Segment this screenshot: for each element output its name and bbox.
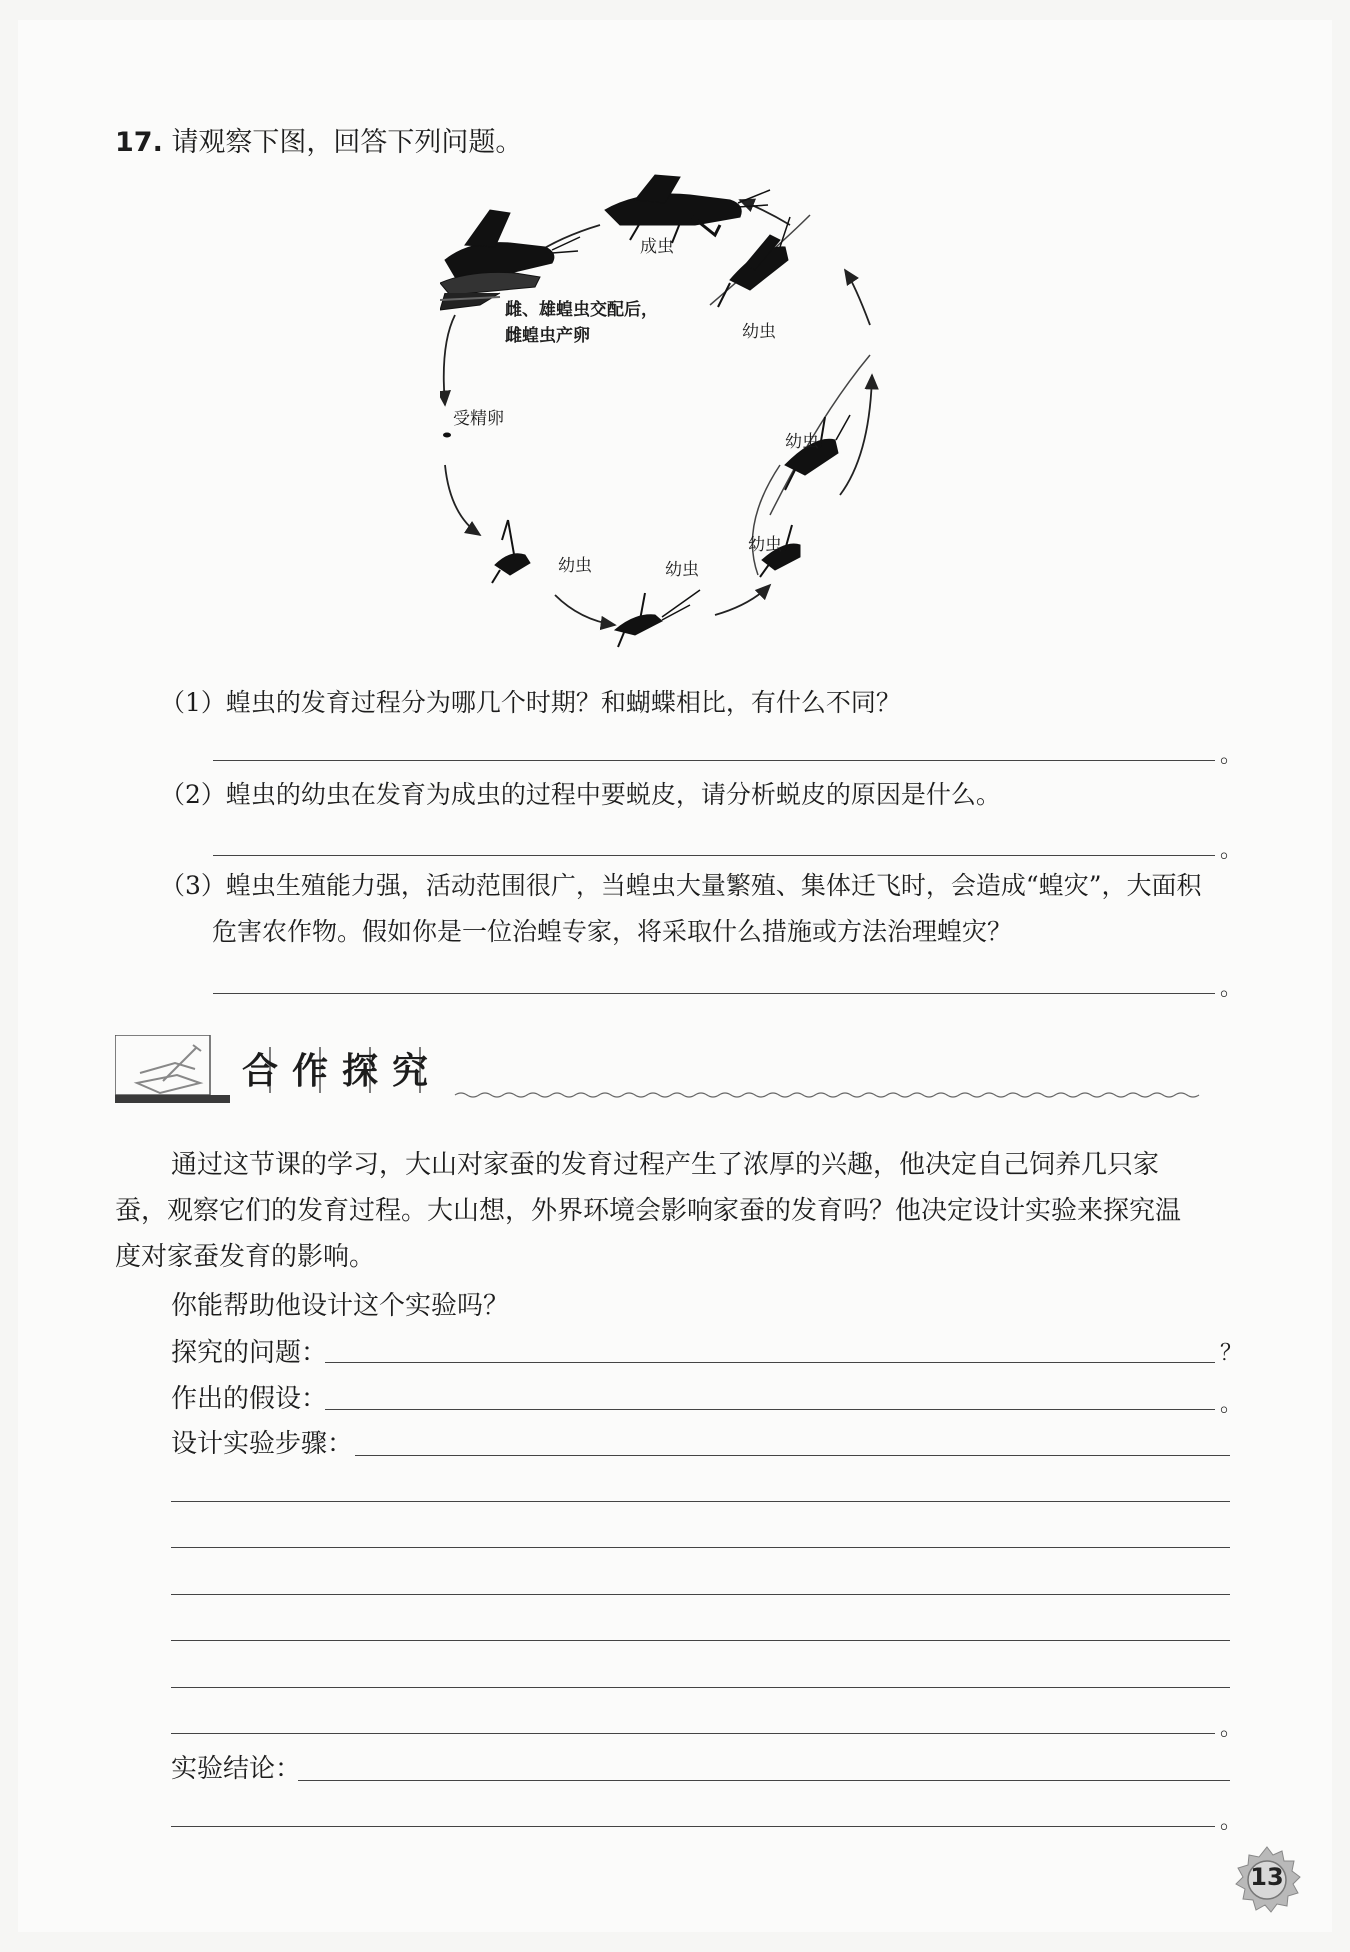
label-adult: 成虫 [640,237,674,257]
adult-grasshopper-icon [605,175,770,243]
inquiry-para-line-2: 蚕，观察它们的发育过程。大山想，外界环境会影响家蚕的发育吗？他决定设计实验来探究温 [115,1196,1182,1226]
question-end: ？ [1220,1341,1243,1366]
question-label: 探究的问题： [171,1338,328,1368]
steps-answer-line-2[interactable] [171,1501,1230,1502]
inquiry-paragraph [115,1142,1233,1280]
label-egg: 受精卵 [453,409,504,429]
sub-question-2: （2）蝗虫的幼虫在发育为成虫的过程中要蜕皮，请分析蜕皮的原因是什么。 [160,780,1001,809]
section-header-cooperative-inquiry [115,1035,1230,1103]
answer-3-end: 。 [1220,976,1243,1001]
arrow-nymph3-to-nymph4 [840,375,872,495]
section-title-char-3: 探 [341,1051,378,1092]
label-nymph-2: 幼虫 [665,560,699,580]
label-mating-1: 雌、雄蝗虫交配后， [505,300,658,320]
mating-grasshoppers-icon [440,210,580,310]
sub-question-1: （1）蝗虫的发育过程分为哪几个时期？和蝴蝶相比，有什么不同？ [160,688,901,717]
steps-answer-line-1[interactable] [355,1455,1230,1456]
arrow-nymph2-to-nymph3 [715,585,770,615]
page-number-badge [1232,1845,1302,1915]
steps-answer-line-6[interactable] [171,1687,1230,1688]
conclusion-answer-line-2[interactable] [171,1826,1215,1827]
grasshopper-life-cycle-diagram [440,165,960,655]
answer-2-end: 。 [1220,838,1243,863]
steps-answer-line-5[interactable] [171,1640,1230,1641]
answer-1-end: 。 [1220,743,1243,768]
arrow-nymph4-to-nymph5 [845,270,870,325]
nymph-1-icon [492,520,530,583]
question-answer-line[interactable] [325,1362,1215,1363]
inquiry-para-line-3: 度对家蚕发育的影响。 [115,1242,376,1272]
answer-line-2[interactable] [213,855,1215,856]
arrow-nymph5-to-adult [740,200,790,225]
label-nymph-3: 幼虫 [748,535,782,555]
nymph-5-icon [710,215,810,307]
sub-question-3-line-1: （3）蝗虫生殖能力强，活动范围很广，当蝗虫大量繁殖、集体迁飞时，会造成“蝗灾”，大面积 [160,871,1202,900]
steps-label: 设计实验步骤： [171,1429,354,1459]
answer-line-3[interactable] [213,993,1215,994]
arrow-egg-to-nymph1 [445,465,480,535]
wavy-divider [455,1093,1199,1097]
label-mating-2: 雌蝗虫产卵 [505,326,590,346]
section-title-char-1: 合 [241,1051,278,1092]
section-title-char-2: 作 [291,1051,328,1092]
sub-question-3 [160,863,1240,955]
sub-question-3-line-2: 危害农作物。假如你是一位治蝗专家，将采取什么措施或方法治理蝗灾？ [212,917,1013,946]
section-title-char-4: 究 [391,1051,428,1092]
steps-answer-line-3[interactable] [171,1547,1230,1548]
answer-line-1[interactable] [213,760,1215,761]
label-nymph-4: 幼虫 [785,432,819,452]
page-number: 13 [1250,1863,1284,1891]
arrow-nymph1-to-nymph2 [555,595,615,625]
hypothesis-label: 作出的假设： [171,1384,328,1414]
question-number: 17. [115,127,163,158]
conclusion-answer-line-1[interactable] [298,1780,1230,1781]
nymph-3-icon [752,465,800,577]
hypothesis-answer-line[interactable] [325,1409,1215,1410]
inquiry-para-line-1: 通过这节课的学习，大山对家蚕的发育过程产生了浓厚的兴趣，他决定自己饲养几只家 [171,1150,1160,1180]
conclusion-end: 。 [1220,1809,1243,1834]
steps-answer-line-7[interactable] [171,1733,1215,1734]
arrow-mating-to-egg [444,315,455,405]
section-title [235,1043,435,1094]
steps-end: 。 [1220,1716,1243,1741]
inquiry-ask: 你能帮助他设计这个实验吗？ [171,1291,510,1321]
question-title [115,120,522,159]
book-pen-icon [137,1045,201,1093]
label-nymph-5: 幼虫 [742,322,776,342]
steps-answer-line-4[interactable] [171,1594,1230,1595]
conclusion-label: 实验结论： [171,1754,302,1784]
nymph-2-icon [615,590,700,647]
egg-icon [443,433,451,438]
question-prompt: 请观察下图，回答下列问题。 [171,127,523,158]
label-nymph-1: 幼虫 [558,556,592,576]
hypothesis-end: 。 [1220,1392,1243,1417]
